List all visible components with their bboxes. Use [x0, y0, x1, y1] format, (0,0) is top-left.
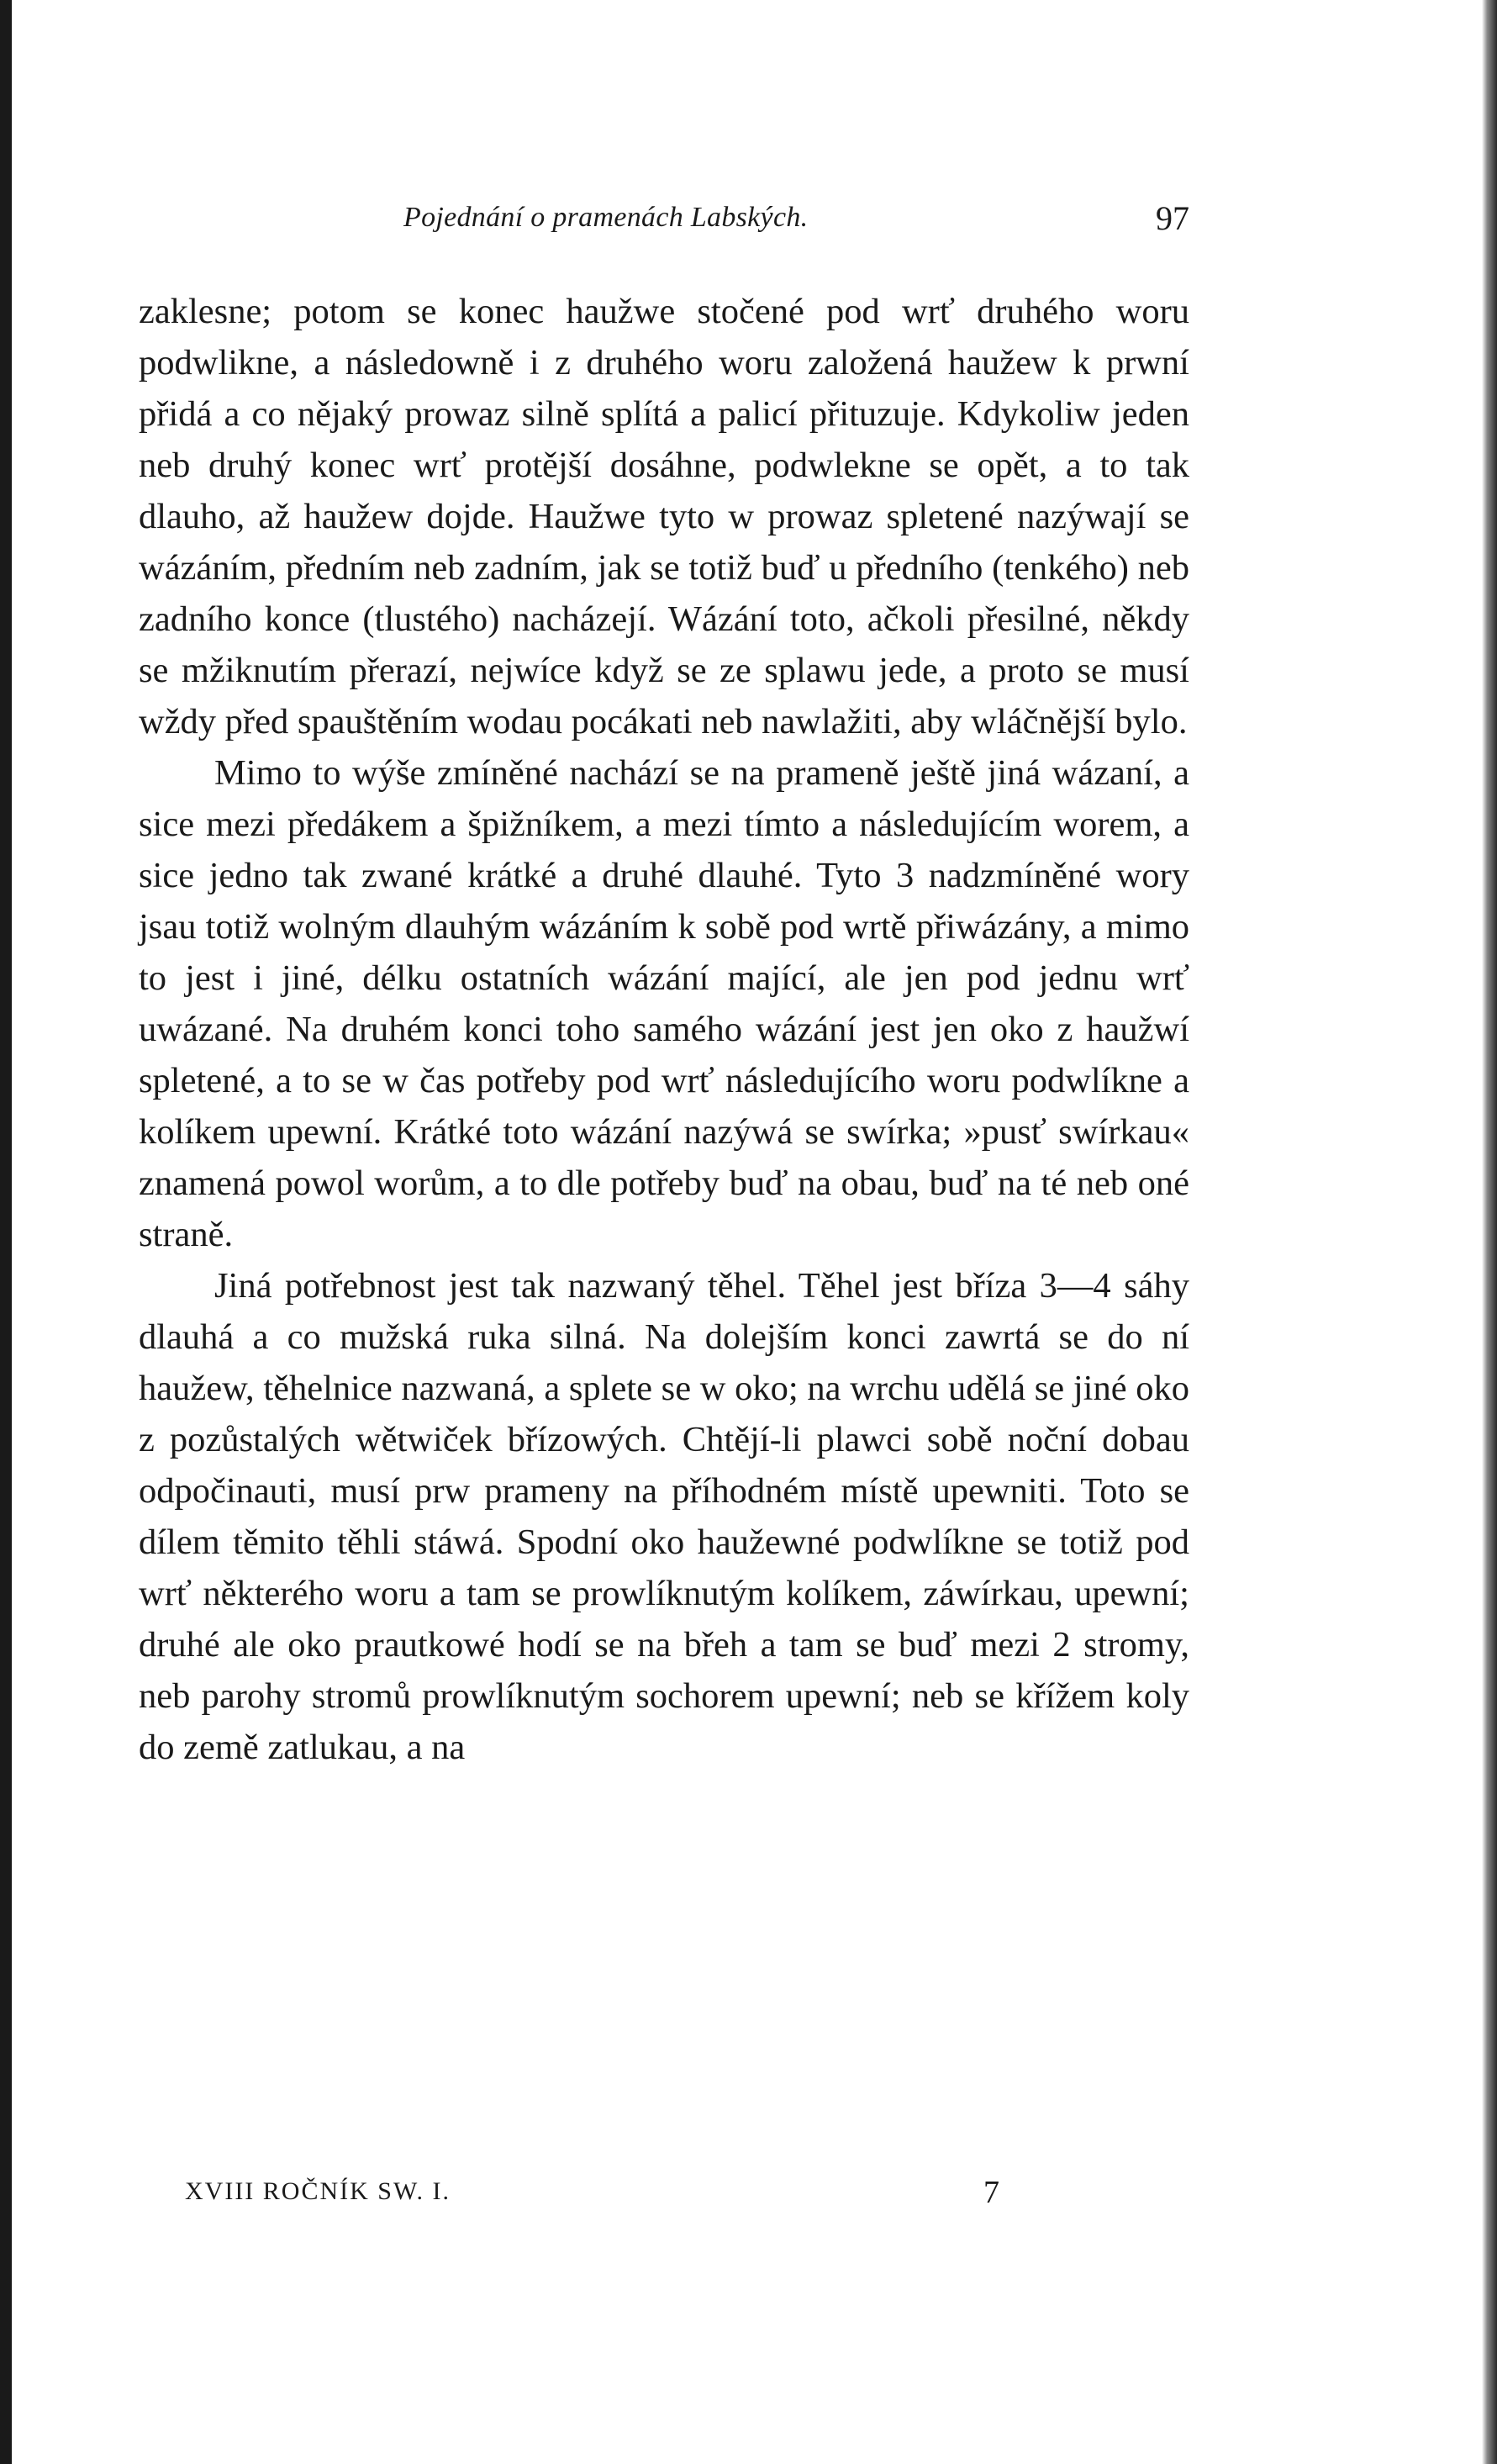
page-number: 97 [1156, 199, 1189, 237]
running-head: Pojednání o pramenách Labských. [403, 202, 809, 233]
scan-edge-left [0, 0, 12, 2464]
scan-edge-right [1482, 0, 1497, 2464]
body-text [139, 286, 1189, 1773]
printer-signature: XVIII ROČNÍK SW. I. [185, 2177, 451, 2205]
paragraph-3: Jiná potřebnost jest tak nazwaný těhel. Těhel jest bříza 3—4 sáhy dlauhá a co mužská ruka silná. Na dolejším konci zawrtá se do ní haužew, těhelnice nazwaná, a splete se w oko; na wrchu udělá se jiné oko z pozůstalých wětwiček břízowých. Chtějí-li plawci sobě noční dobau odpočinauti, musí prw prameny na příhodném místě upewniti. Toto se dílem těmito těhli stáwá. Spodní oko haužewné podwlíkne se totiž pod wrť některého woru a tam se prowlíknutým kolíkem, záwírkau, upewní; druhé ale oko prautkowé hodí se na břeh a tam se buď mezi 2 stromy, neb parohy stromů prowlíknutým sochorem upewní; neb se křížem koly do země zatlukau, a na [139, 1266, 1189, 1767]
page [139, 193, 1189, 1773]
paragraph-1: zaklesne; potom se konec haužwe stočené pod wrť druhého woru podwlikne, a následowně i z druhého woru založená haužew k prwní přidá a co nějaký prowaz silně splítá a palicí přituzuje. Kdykoliw jeden neb druhý konec wrť protější dosáhne, podwlekne se opět, a to tak dlauho, až haužew dojde. Haužwe tyto w prowaz spletené nazýwají se wázáním, předním neb zadním, jak se totiž buď u předního (tenkého) neb zadního konce (tlustého) nacházejí. Wázání toto, ačkoli přesilné, někdy se mžiknutím přerazí, nejwíce když se ze splawu jede, a proto se musí wždy před spauštěním wodau pocákati neb nawlažiti, aby wláčnější bylo. [139, 292, 1189, 741]
page-header [139, 193, 1189, 252]
paragraph-2: Mimo to wýše zmíněné nachází se na prameně ještě jiná wázaní, a sice mezi předákem a špižníkem, a mezi tímto a následujícím worem, a sice jedno tak zwané krátké a druhé dlauhé. Tyto 3 nadzmíněné wory jsau totiž wolným dlauhým wázáním k sobě pod wrtě přiwázány, a mimo to jest i jiné, délku ostatních wázání mající, ale jen pod jednu wrť uwázané. Na druhém konci toho samého wázání jest jen oko z haužwí spletené, a to se w čas potřeby pod wrť následujícího woru podwlíkne a kolíkem upewní. Krátké toto wázání nazýwá se swírka; »pusť swírkau« znamená powol worům, a to dle potřeby buď na obau, buď na té neb oné straně. [139, 753, 1189, 1254]
page-footer [139, 2177, 1189, 2219]
sheet-number: 7 [983, 2175, 999, 2210]
